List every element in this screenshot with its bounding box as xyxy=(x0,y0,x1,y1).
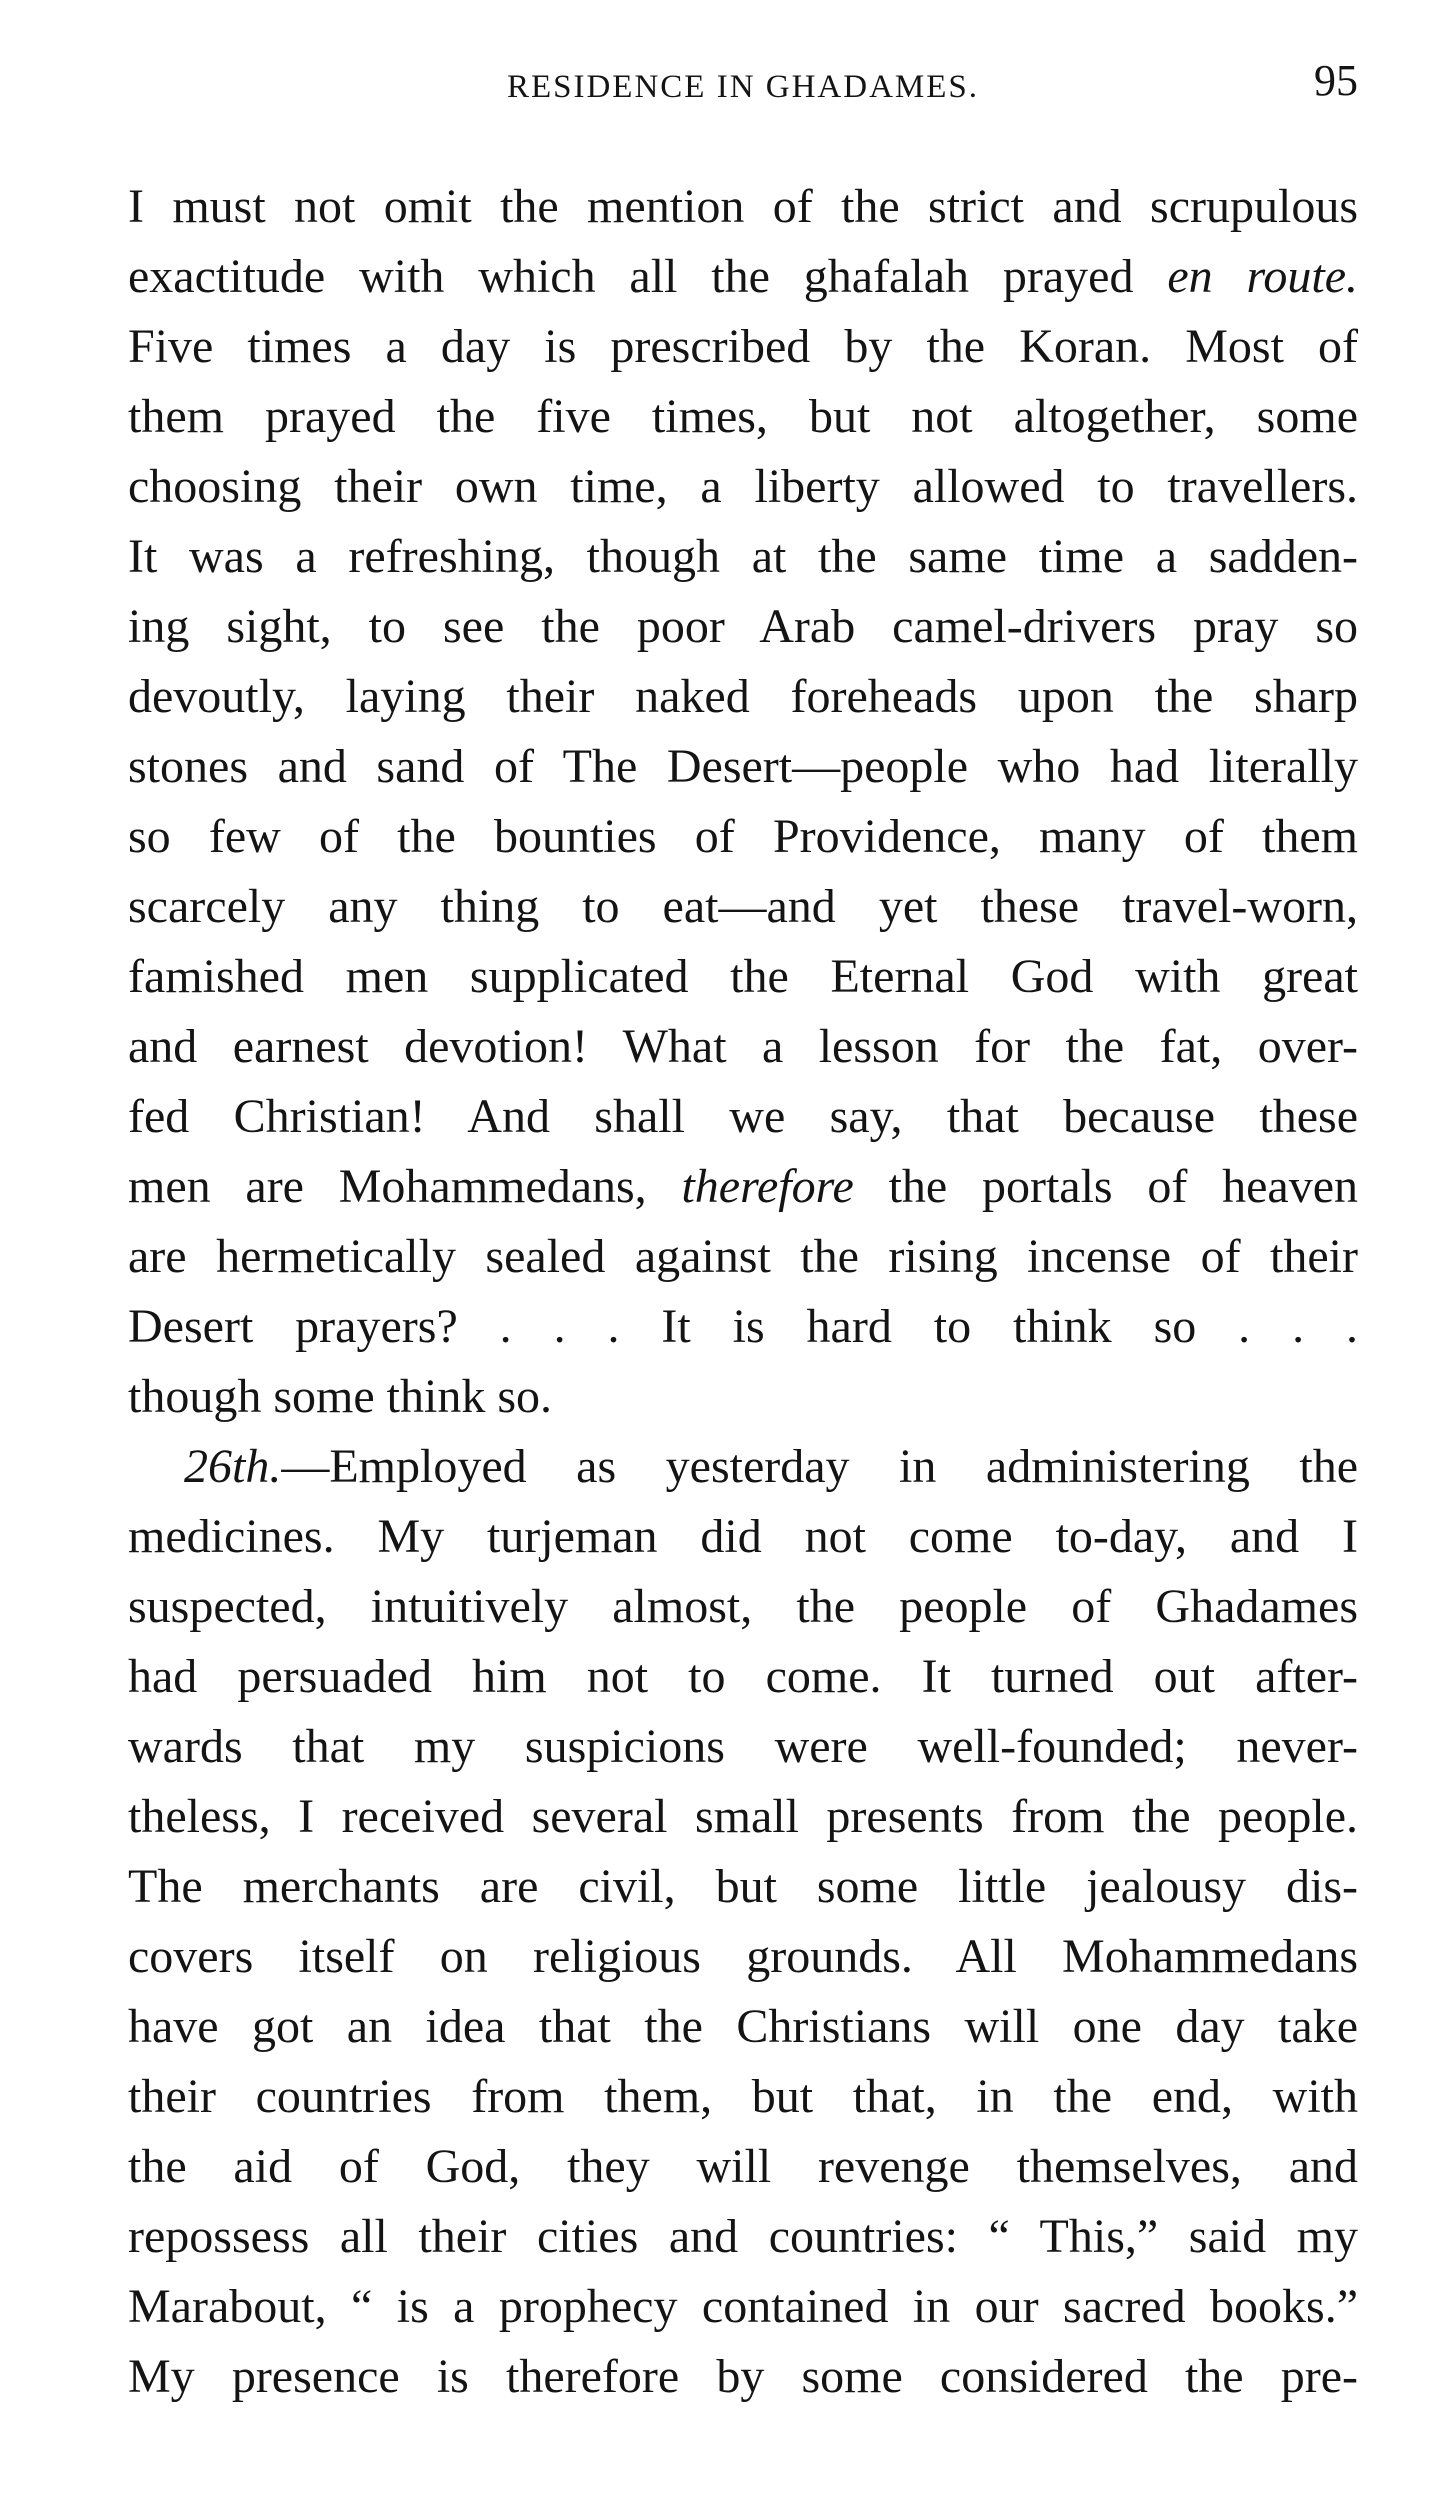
text-line: It was a refreshing, though at the same time a sadden- xyxy=(128,530,1358,583)
text-line: so few of the bounties of Providence, many of them xyxy=(128,810,1358,863)
text-line: I must not omit the mention of the strict and scrupulous xyxy=(128,180,1358,233)
text-line: medicines. My turjeman did not come to-day, and I xyxy=(128,1510,1358,1563)
text-line: are hermetically sealed against the rising incense of their xyxy=(128,1230,1358,1283)
text-line: repossess all their cities and countries: “ This,” said my xyxy=(128,2210,1358,2263)
text-line: their countries from them, but that, in the end, with xyxy=(128,2070,1358,2123)
text-line: ing sight, to see the poor Arab camel-drivers pray so xyxy=(128,600,1358,653)
text-line: stones and sand of The Desert—people who had literally xyxy=(128,740,1358,793)
text-line: them prayed the five times, but not altogether, some xyxy=(128,390,1358,443)
text-line: theless, I received several small presents from the people. xyxy=(128,1790,1358,1843)
text-line: though some think so. xyxy=(128,1370,553,1423)
text-line: Marabout, “ is a prophecy contained in our sacred books.” xyxy=(128,2280,1358,2333)
text-line-segment: the portals of heaven xyxy=(888,1160,1359,1213)
text-line: Desert prayers? . . . It is hard to think so . . . xyxy=(128,1300,1358,1353)
text-line: The merchants are civil, but some little jealousy dis- xyxy=(128,1860,1358,1913)
text-line: My presence is therefore by some considered the pre- xyxy=(128,2350,1358,2403)
text-line xyxy=(128,1432,1358,1502)
text-line: devoutly, laying their naked foreheads upon the sharp xyxy=(128,670,1358,723)
italic-phrase: therefore xyxy=(681,1160,854,1213)
page-number: 95 xyxy=(1314,56,1358,105)
text-line: and earnest devotion! What a lesson for the fat, over- xyxy=(128,1020,1358,1073)
text-line: the aid of God, they will revenge themselves, and xyxy=(128,2140,1358,2193)
running-header xyxy=(128,56,1358,112)
italic-phrase: en route. xyxy=(1167,250,1359,303)
text-line: famished men supplicated the Eternal God with great xyxy=(128,950,1358,1003)
text-line: scarcely any thing to eat—and yet these travel-worn, xyxy=(128,880,1358,933)
text-line: suspected, intuitively almost, the people of Ghadames xyxy=(128,1580,1358,1633)
text-line: had persuaded him not to come. It turned out after- xyxy=(128,1650,1358,1703)
text-line: covers itself on religious grounds. All Mohammedans xyxy=(128,1930,1358,1983)
text-line: fed Christian! And shall we say, that because these xyxy=(128,1090,1358,1143)
text-line xyxy=(128,242,1358,312)
text-line xyxy=(128,1152,1358,1222)
text-line: Five times a day is prescribed by the Koran. Most of xyxy=(128,320,1358,373)
text-line: choosing their own time, a liberty allowed to travellers. xyxy=(128,460,1358,513)
text-line: wards that my suspicions were well-founded; never- xyxy=(128,1720,1358,1773)
body-text xyxy=(128,172,1358,2412)
text-line-segment: —Employed as yesterday in administering the xyxy=(281,1440,1358,1493)
text-line-segment: men are Mohammedans, xyxy=(128,1160,647,1213)
text-line: have got an idea that the Christians will one day take xyxy=(128,2000,1358,2053)
running-title: RESIDENCE IN GHADAMES. xyxy=(506,69,980,105)
text-line-segment: exactitude with which all the ghafalah prayed xyxy=(128,250,1134,303)
date-label: 26th. xyxy=(184,1440,282,1493)
